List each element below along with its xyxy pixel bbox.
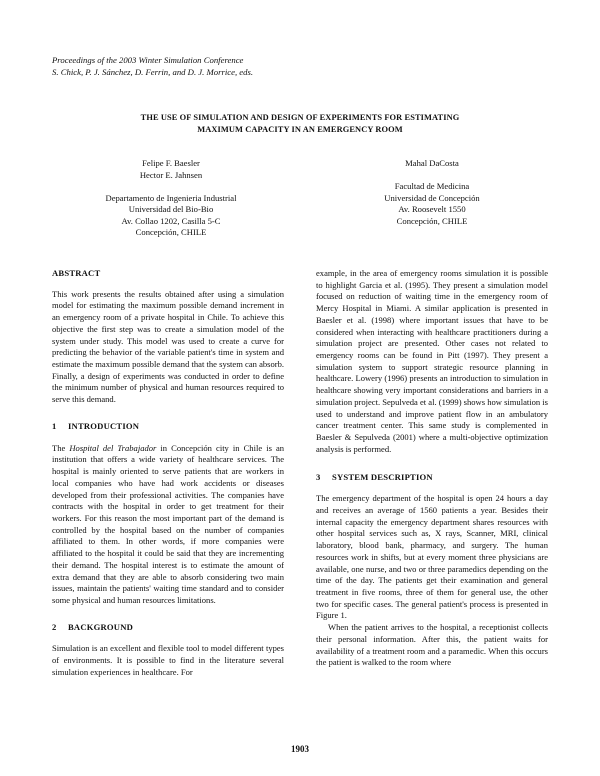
section-number: 2 [52,621,57,632]
affiliation-line: Av. Collao 1202, Casilla 5-C [121,215,221,226]
author-name: Mahal DaCosta [405,158,459,168]
section-title: BACKGROUND [68,621,134,632]
section-heading-system-description [316,472,548,484]
author-name: Hector E. Jahnsen [139,169,203,180]
introduction-text: The Hospital del Trabajador in Concepción city in Chile is an institution that offers a wide variety of healthcare services. The hospital is mainly oriented to serve patients that are workers in local companies who have had work accidents or diseases developed from their professional activities. The companies have contracts with the hospital in order to get treatment for their workers. For this reason the most important part of the demand is controlled by the hospital based on the number of companies affiliated to them. In other words, if more companies were affiliated to the hospital it could be said that they are incrementing their demand. The hospital interest is to estimate the amount of extra demand that they are able to absorb considering two main issues, maintain the patients' waiting time standard and to consider some physical and human resources limitations. [52,442,285,605]
author-block-left [88,158,254,239]
affiliation-line: Concepción, CHILE [135,227,207,237]
section-heading-background [52,622,284,634]
page-number: 1903 [291,744,309,754]
affiliation-line: Universidad del Bio-Bio [128,204,214,214]
affiliation-line: Departamento de Ingenieria Industrial [105,192,237,203]
author-block-right [357,158,507,227]
abstract-heading: ABSTRACT [52,268,101,278]
system-description-para-1: The emergency department of the hospital is open 24 hours a day and receives an average of 1560 patients a year. Besides their internal capacity the emergency department shares resources with other hospital services such as, X rays, Scanner, MRI, clinical laboratory, blood bank, pharmacy, and surgery. The human resources work in shifts, but at every moment three physicians are available, one nurse, and two or three paramedics depending on the time of the day. The patients get their examination and general treatment in five rooms, three of them for general use, the other two for specific cases. The general patient's process is presented in Figure 1. [316,493,548,621]
background-text: Simulation is an excellent and flexible tool to model different types of environments. It is possible to find in the literature several simulation experiences in healthcare. For [52,643,284,677]
section-title: INTRODUCTION [68,420,140,431]
affiliation-line: Universidad de Concepción [384,192,480,203]
conference-header [52,54,253,78]
title-line-2: MAXIMUM CAPACITY IN AN EMERGENCY ROOM [197,124,403,134]
affiliation-line: Concepción, CHILE [396,215,468,226]
author-name: Felipe F. Baesler [142,158,200,168]
proceedings-line: Proceedings of the 2003 Winter Simulation Conference [52,55,244,65]
section-heading-introduction [52,421,284,433]
title-line-1: THE USE OF SIMULATION AND DESIGN OF EXPERIMENTS FOR ESTIMATING [140,113,460,122]
section-title: SYSTEM DESCRIPTION [332,471,433,482]
paper-title [100,112,500,135]
affiliation-line: Facultad de Medicina [394,181,470,191]
hospital-name: Hospital del Trabajador [69,442,157,453]
section-number: 1 [52,420,57,431]
affiliation-line: Av. Roosevelt 1550 [398,204,466,214]
editors-line: S. Chick, P. J. Sánchez, D. Ferrin, and D. J. Morrice, eds. [52,67,254,77]
left-column [52,268,284,679]
abstract-text: This work presents the results obtained after using a simulation model for estimating the maximum possible demand increment in an emergency room of a private hospital in Chile. To achieve this objective the first step was to create a simulation model of the system under study. This model was used to create a curve for predicting the behavior of the variable patient's time in system and estimate the maximum possible demand that the system can absorb. Finally, a design of experiments was conducted in order to define the minimum number of physical and human resources required to serve this demand. [52,288,284,405]
section-number: 3 [316,471,321,482]
background-text-continued: example, in the area of emergency rooms simulation it is possible to highlight Garcia et al. (1995). They present a simulation model focused on reduction of waiting time in the emergency room of Mercy Hospital in Miami. A similar application is presented in Baesler et al. (1998) where important issues that have to be considered when interacting with healthcare practitioners during a simulation project are presented. Other cases not related to emergency rooms can be found in Pitt (1997). They present a simulation system to support strategic resource planning in healthcare. Lowery (1996) presents an introduction to simulation in healthcare showing very important considerations and barriers in a simulation project. Sepulveda et al. (1999) shows how simulation is used to understand and improve patient flow in an ambulatory cancer treatment center. This same study is complemented in Baesler & Sepulveda (2001) where a multi-objective optimization analysis is performed. [316,268,548,454]
system-description-para-2: When the patient arrives to the hospital, a receptionist collects their personal information. After this, the patient waits for availability of a treatment room and a paramedic. When this occurs the patient is walked to the room where [316,622,548,668]
right-column [316,268,548,669]
